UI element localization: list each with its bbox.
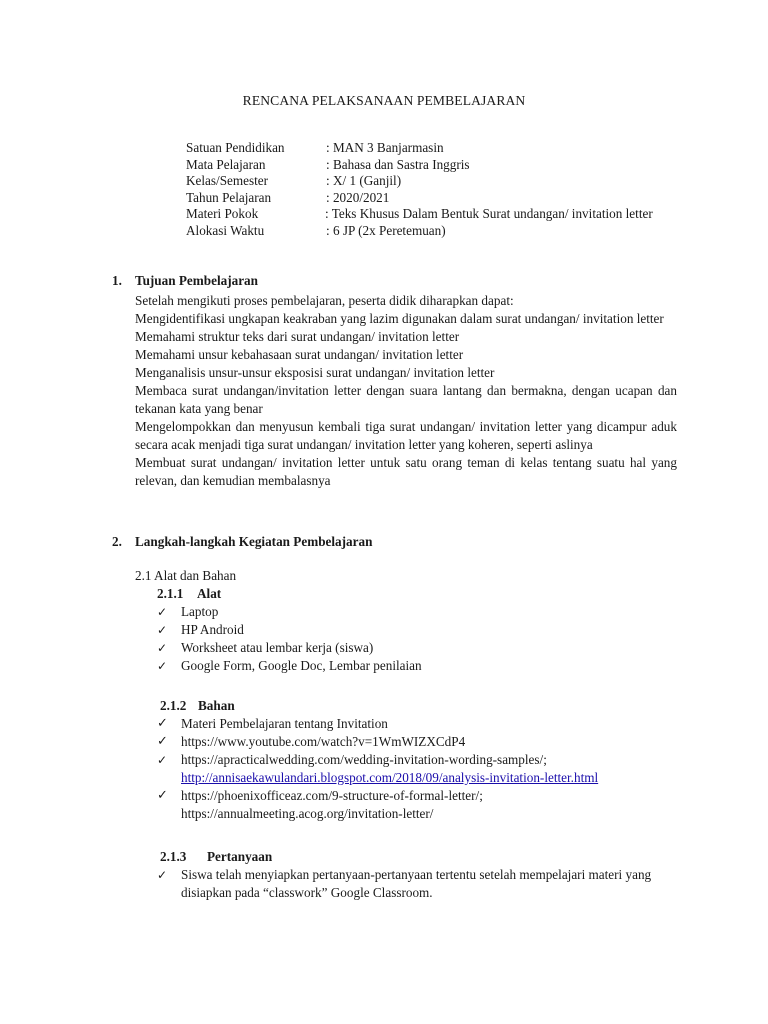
- list-item-text: HP Android: [181, 622, 244, 637]
- list-item-text: disiapkan pada “classwork” Google Classroom.: [181, 885, 433, 900]
- subsection-number: 2.1.2: [160, 698, 187, 713]
- check-icon: ✓: [157, 716, 168, 731]
- check-icon: ✓: [157, 623, 168, 637]
- list-item-text: Materi Pembelajaran tentang Invitation: [181, 716, 388, 731]
- meta-value: : X/ 1 (Ganjil): [326, 173, 402, 188]
- objectives-intro: Setelah mengikuti proses pembelajaran, peserta didik diharapkan dapat:: [135, 293, 514, 308]
- list-item-text: https://apracticalwedding.com/wedding-invitation-wording-samples/;: [181, 752, 547, 767]
- objective-item: Menganalisis unsur-unsur eksposisi surat undangan/ invitation letter: [135, 365, 495, 380]
- pertanyaan-list: [157, 866, 651, 902]
- check-icon: ✓: [157, 788, 168, 803]
- list-item-text: Google Form, Google Doc, Lembar penilaian: [181, 658, 422, 673]
- list-item: [157, 751, 598, 787]
- list-item: [157, 715, 598, 733]
- list-item: [157, 733, 598, 751]
- subsection-number: 2.1.1: [157, 586, 184, 601]
- meta-value: : Bahasa dan Sastra Inggris: [326, 156, 470, 172]
- meta-key: Satuan Pendidikan: [186, 140, 285, 155]
- section-title: Langkah-langkah Kegiatan Pembelajaran: [135, 534, 373, 549]
- check-icon: ✓: [157, 605, 168, 619]
- objective-item: Mengelompokkan dan menyusun kembali tiga surat undangan/ invitation letter yang dicampur aduk secara acak menjadi tiga surat undangan/ invitation letter yang koheren, seperti aslinya: [135, 419, 677, 452]
- subsection-heading: [157, 585, 221, 603]
- list-item-text: https://www.youtube.com/watch?v=1WmWIZXCdP4: [181, 734, 466, 749]
- analysis-invitation-link[interactable]: http://annisaekawulandari.blogspot.com/2018/09/analysis-invitation-letter.html: [181, 770, 599, 785]
- subsection-heading: [160, 848, 272, 866]
- subsection-heading: [160, 697, 235, 715]
- list-item: [157, 657, 422, 675]
- list-item-text: Worksheet atau lembar kerja (siswa): [181, 640, 374, 655]
- document-title: RENCANA PELAKSANAAN PEMBELAJARAN: [242, 93, 526, 108]
- subsection-title: Alat: [197, 586, 222, 601]
- list-item-text: https://annualmeeting.acog.org/invitation-letter/: [181, 806, 434, 821]
- subsection-title: Bahan: [198, 698, 235, 713]
- objective-item: Memahami unsur kebahasaan surat undangan/ invitation letter: [135, 347, 464, 362]
- objective-item: Membaca surat undangan/invitation letter dengan suara lantang dan bermakna, dengan ucapan dan tekanan kata yang benar: [135, 383, 677, 416]
- subsection-intro: 2.1 Alat dan Bahan: [135, 568, 237, 583]
- meta-key: Materi Pokok: [186, 206, 259, 221]
- section-title: Tujuan Pembelajaran: [135, 273, 258, 288]
- list-item: [157, 787, 598, 823]
- objective-item: Mengidentifikasi ungkapan keakraban yang lazim digunakan dalam surat undangan/ invitation letter: [135, 311, 664, 326]
- bahan-list: [157, 715, 598, 823]
- meta-key: Kelas/Semester: [186, 173, 269, 188]
- section-heading: [112, 272, 258, 290]
- section-number: 2.: [112, 534, 122, 549]
- meta-value: : Teks Khusus Dalam Bentuk Surat undangan/ invitation letter: [325, 206, 653, 221]
- alat-list: [157, 603, 422, 675]
- meta-value: : 2020/2021: [326, 189, 390, 205]
- meta-key: Mata Pelajaran: [186, 156, 266, 172]
- objectives-list: [135, 292, 677, 490]
- list-item: [157, 866, 651, 902]
- subsection-number: 2.1.3: [160, 849, 187, 864]
- list-item: [157, 603, 422, 621]
- list-item: [157, 621, 422, 639]
- section-heading: [112, 533, 372, 551]
- check-icon: ✓: [157, 734, 168, 749]
- list-item-text: Laptop: [181, 604, 219, 619]
- meta-key: Tahun Pelajaran: [186, 189, 272, 205]
- section-number: 1.: [112, 273, 122, 288]
- objective-item: Membuat surat undangan/ invitation letter untuk satu orang teman di kelas tentang suatu hal yang relevan, dan kemudian membalasnya: [135, 455, 677, 488]
- check-icon: ✓: [157, 659, 168, 673]
- list-item: [157, 639, 422, 657]
- check-icon: ✓: [157, 868, 168, 882]
- subsection-title: Pertanyaan: [207, 849, 273, 864]
- check-icon: ✓: [157, 753, 168, 767]
- meta-value: : MAN 3 Banjarmasin: [326, 140, 444, 155]
- list-item-text: https://phoenixofficeaz.com/9-structure-of-formal-letter/;: [181, 788, 483, 803]
- meta-value: : 6 JP (2x Peretemuan): [326, 222, 446, 238]
- objective-item: Memahami struktur teks dari surat undangan/ invitation letter: [135, 329, 460, 344]
- meta-key: Alokasi Waktu: [186, 222, 265, 238]
- check-icon: ✓: [157, 641, 168, 655]
- list-item-text: Siswa telah menyiapkan pertanyaan-pertanyaan tertentu setelah mempelajari materi yang: [181, 867, 652, 882]
